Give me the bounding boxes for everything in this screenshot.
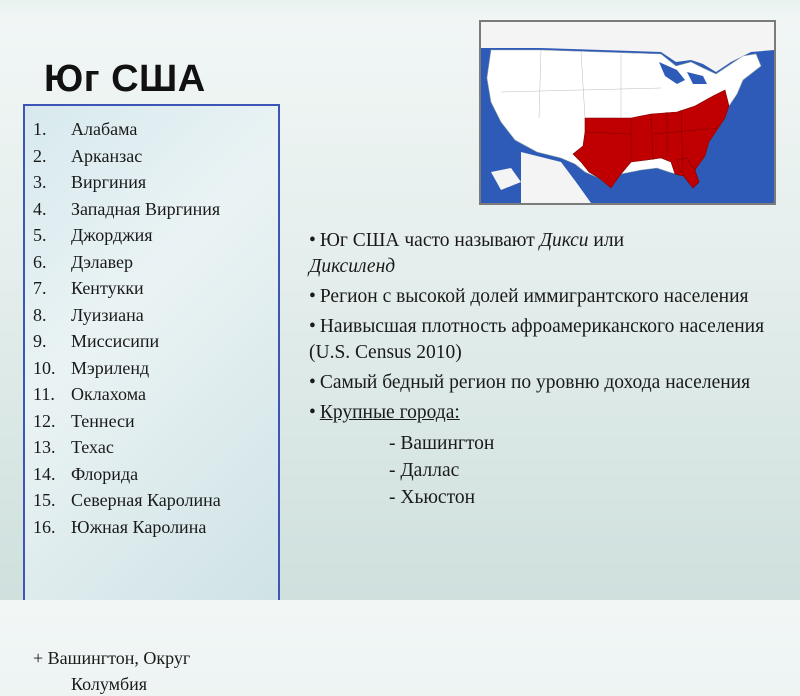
- list-item-number: 10.: [33, 357, 56, 378]
- list-item: [33, 487, 221, 514]
- list-item: [33, 302, 221, 329]
- slide-top-band: [0, 0, 800, 22]
- list-item: [33, 275, 221, 302]
- city-item: - Вашингтон: [389, 433, 495, 454]
- list-item-label: Теннеси: [71, 410, 135, 431]
- fact-dixie-text: Юг США часто называют: [319, 230, 540, 251]
- bullet-icon: •: [309, 230, 316, 251]
- states-list: [33, 116, 221, 540]
- list-item: [33, 434, 221, 461]
- fact-immigrants-text: Регион с высокой долей иммигрантского населения: [319, 286, 749, 307]
- city-item: - Хьюстон: [389, 487, 476, 508]
- list-item-number: 7.: [33, 278, 47, 298]
- fact-dixie-term1: Дикси: [539, 230, 589, 251]
- fact-african-american-text: Наивысшая плотность афроамериканского населения (U.S. Census 2010): [309, 316, 765, 363]
- dc-note-line2: Колумбия: [71, 674, 148, 694]
- bullet-icon: •: [309, 316, 316, 337]
- list-item-label: Северная Каролина: [71, 490, 221, 510]
- list-item-label: Луизиана: [71, 304, 144, 325]
- cities-heading: Крупные города:: [319, 402, 460, 423]
- list-item-label: Техас: [71, 437, 114, 457]
- list-item-number: 16.: [33, 516, 56, 537]
- list-item-number: 8.: [33, 304, 47, 325]
- facts-block: [309, 228, 784, 511]
- fact-dixie-term2: Диксиленд: [309, 256, 396, 277]
- fact-dixie: [309, 228, 784, 280]
- bullet-icon: •: [309, 402, 316, 423]
- states-list-box: [23, 104, 280, 694]
- list-item-label: Алабама: [71, 119, 138, 139]
- list-item: [33, 196, 221, 223]
- fact-cities: [309, 400, 784, 426]
- list-item-number: 2.: [33, 145, 47, 166]
- fact-immigrants: [309, 284, 784, 310]
- list-item-label: Флорида: [71, 463, 139, 484]
- us-map-icon: [481, 22, 774, 203]
- bullet-icon: •: [309, 286, 316, 307]
- list-item-label: Мэриленд: [71, 357, 150, 378]
- list-item-number: 15.: [33, 490, 56, 510]
- list-item: [33, 143, 221, 170]
- bullet-icon: •: [309, 372, 316, 393]
- list-item-number: 5.: [33, 225, 47, 245]
- fact-dixie-or: или: [588, 230, 625, 251]
- list-item-number: 11.: [33, 384, 55, 404]
- list-item-label: Кентукки: [71, 278, 144, 298]
- fact-poorest-text: Самый бедный регион по уровню дохода населения: [319, 372, 751, 393]
- fact-african-american: [309, 314, 784, 366]
- list-item: [33, 381, 221, 408]
- list-item-label: Арканзас: [71, 145, 143, 166]
- list-item-label: Оклахома: [71, 384, 146, 404]
- dc-note-line1: + Вашингтон, Округ: [33, 648, 191, 668]
- list-item-number: 9.: [33, 331, 47, 351]
- list-item: [33, 169, 221, 196]
- list-item-number: 4.: [33, 198, 47, 219]
- list-item-number: 12.: [33, 410, 56, 431]
- list-item: [33, 514, 221, 541]
- list-item-label: Виргиния: [71, 172, 147, 192]
- list-item-number: 13.: [33, 437, 56, 457]
- list-item-label: Дэлавер: [71, 251, 134, 272]
- list-item: [33, 249, 221, 276]
- list-item-label: Джорджия: [71, 225, 153, 245]
- list-item: [33, 328, 221, 355]
- list-item-number: 3.: [33, 172, 47, 192]
- list-item-label: Миссисипи: [71, 331, 160, 351]
- list-item-number: 1.: [33, 119, 47, 139]
- list-item-label: Западная Виргиния: [71, 198, 221, 219]
- list-item: [33, 222, 221, 249]
- list-item-label: Южная Каролина: [71, 516, 207, 537]
- list-item: [33, 461, 221, 488]
- list-item: [33, 116, 221, 143]
- fact-poorest: [309, 370, 784, 396]
- city-item: - Даллас: [389, 460, 460, 481]
- us-south-map: [479, 20, 776, 205]
- list-item: [33, 408, 221, 435]
- list-item: [33, 355, 221, 382]
- list-item-number: 14.: [33, 463, 56, 484]
- list-item-number: 6.: [33, 251, 47, 272]
- slide-title: Юг США: [44, 58, 206, 100]
